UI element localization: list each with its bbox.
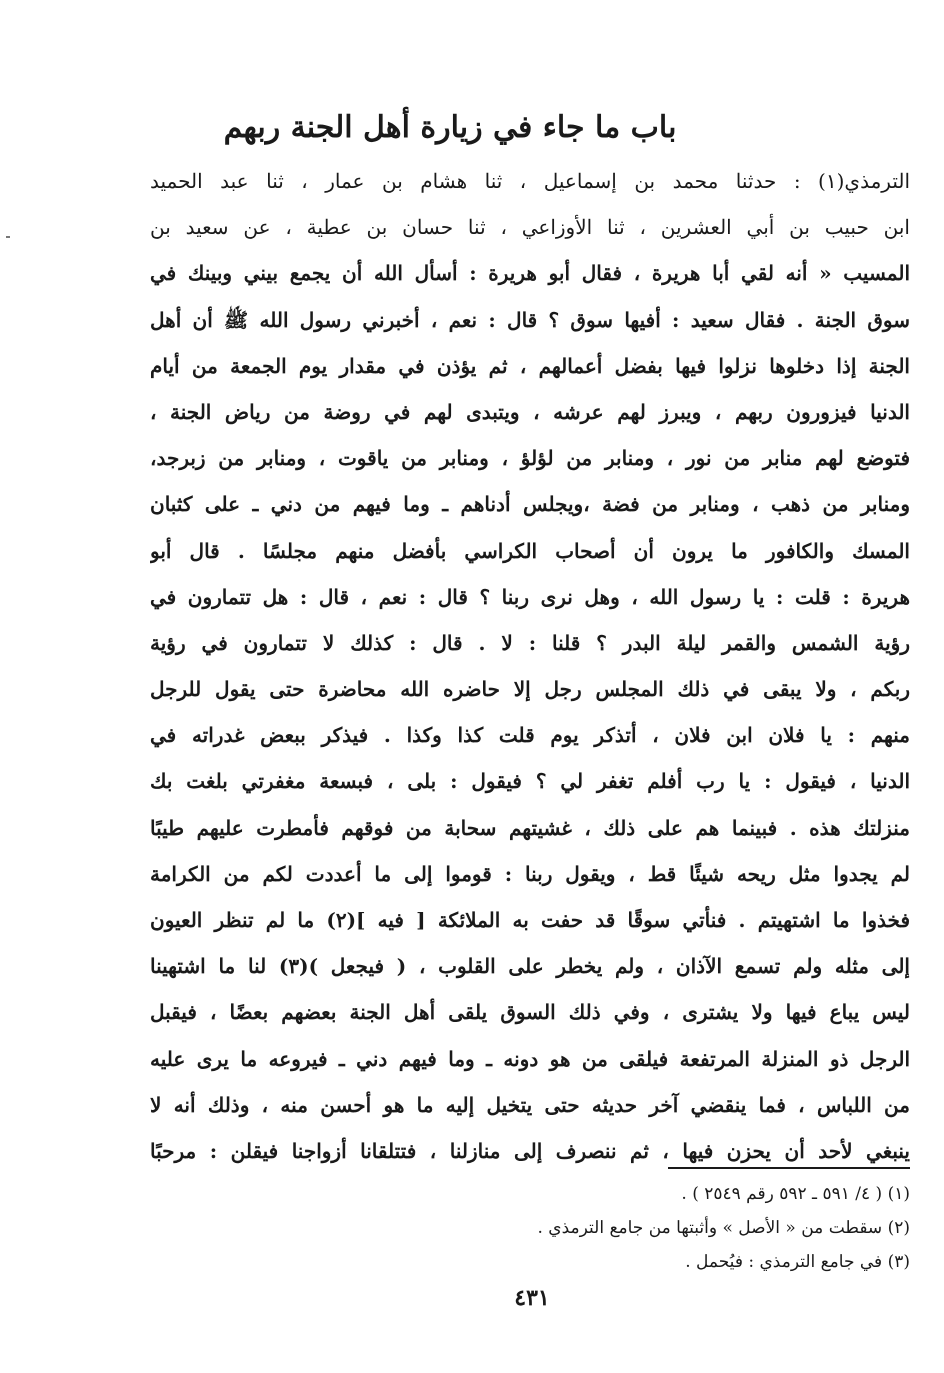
text-line: منزلتك هذه . فبينما هم على ذلك ، غشيتهم سحابة من فوقهم فأمطرت عليهم طيبًا [150,815,910,840]
text-line: ينبغي لأحد أن يحزن فيها ، ثم ننصرف إلى منازلنا ، فتتلقانا أزواجنا فيقلن : مرحبًا [150,1138,910,1163]
text-line: من اللباس ، فما ينقضي آخر حديثه حتى يتخيل إليه ما هو أحسن منه ، وذلك أنه لا [150,1092,910,1117]
text-line: الدنيا ، فيقول : يا رب أفلم تغفر لي ؟ فيقول : بلى ، فبسعة مغفرتي بلغت بك [150,769,910,794]
footnote-divider [668,1167,910,1169]
text-line: الرجل ذو المنزلة المرتفعة فيلقى من هو دونه ـ وما فيهم دني ـ فيروعه ما يرى عليه [150,1046,910,1071]
text-line: فخذوا ما اشتهيتم . فنأتي سوقًا قد حفت به الملائكة [ فيه ](٢) ما لم تنظر العيون [150,908,910,932]
text-line: ومنابر من ذهب ، ومنابر من فضة ،ويجلس أدناهم ـ وما فيهم من دني ـ على كثبان [150,492,910,517]
text-line: سوق الجنة . فقال سعيد : أفيها سوق ؟ قال : نعم ، أخبرني رسول الله ﷺ أن أهل [150,307,910,332]
text-line: الجنة إذا دخلوها نزلوا فيها بفضل أعمالهم ، ثم يؤذن في مقدار يوم الجمعة من أيام [150,353,910,378]
footnote: (١) ( ٤/ ٥٩١ ـ ٥٩٢ رقم ٢٥٤٩ ) . [681,1184,910,1204]
text-line: ربكم ، ولا يبقى في ذلك المجلس رجل إلا حاضره الله محاضرة حتى يقول للرجل [150,677,910,702]
text-line: رؤية الشمس والقمر ليلة البدر ؟ قلنا : لا . قال : كذلك لا تتمارون في رؤية [150,630,910,655]
text-line: الترمذي(١) : حدثنا محمد بن إسماعيل ، ثنا هشام بن عمار ، ثنا عبد الحميد [150,169,910,193]
text-line: لم يجدوا مثل ريحه شيئًا قط ، ويقول ربنا : قوموا إلى ما أعددت لكم من الكرامة [150,861,910,886]
chapter-heading: باب ما جاء في زيارة أهل الجنة ربهم [223,110,677,145]
text-line: المسيب « أنه لقي أبا هريرة ، فقال أبو هريرة : أسأل الله أن يجمع بيني وبينك في [150,261,910,286]
text-line: ابن حبيب بن أبي العشرين ، ثنا الأوزاعي ، ثنا حسان بن عطية ، عن سعيد بن [150,215,910,240]
text-line: الدنيا فيزورون ربهم ، ويبرز لهم عرشه ، ويتبدى لهم في روضة من رياض الجنة ، [150,399,910,424]
footnote: (٣) في جامع الترمذي : فيُحمل . [685,1252,910,1272]
text-line: منهم : يا فلان ابن فلان ، أتذكر يوم قلت كذا وكذا . فيذكر ببعض غدراته في [150,723,910,748]
text-line: المسك والكافور ما يرون أن أصحاب الكراسي بأفضل منهم مجلسًا . قال أبو [150,538,910,563]
page-number: ٤٣١ [514,1285,550,1311]
margin-mark [6,236,10,238]
text-line: هريرة : قلت : يا رسول الله ، وهل نرى ربنا ؟ قال : نعم ، قال : هل تتمارون في [150,584,910,609]
text-line: ليس يباع فيها ولا يشترى ، وفي ذلك السوق يلقى أهل الجنة بعضهم بعضًا ، فيقبل [150,1000,910,1025]
text-line: فتوضع لهم منابر من نور ، ومنابر من لؤلؤ ، ومنابر من ياقوت ، ومنابر من زبرجد، [150,446,910,471]
body-text [150,158,910,1174]
footnotes [300,1177,910,1279]
text-line: إلى مثله ولم تسمع الآذان ، ولم يخطر على القلوب ، ( فيجعل )(٣) لنا ما اشتهينا [150,954,910,979]
footnote: (٢) سقطت من « الأصل » وأثبتها من جامع الترمذي . [537,1218,910,1238]
